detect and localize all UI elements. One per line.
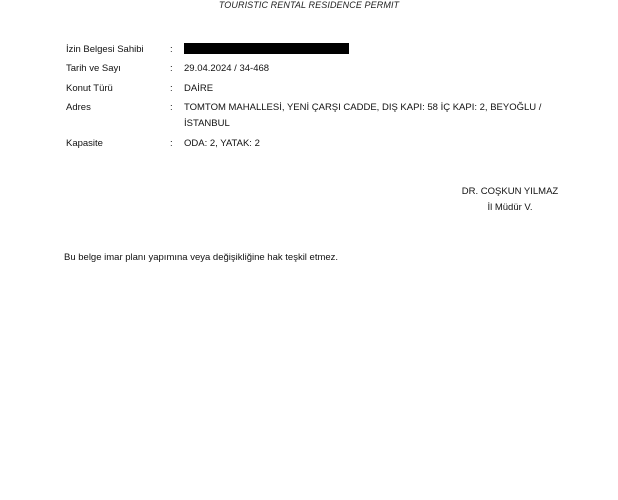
- document-title: TOURISTIC RENTAL RESIDENCE PERMIT: [218, 0, 400, 10]
- field-label-capacity: Kapasite: [66, 138, 103, 149]
- field-colon: :: [170, 138, 173, 149]
- field-row-address: [66, 100, 586, 132]
- field-value-housing-type: DAİRE: [184, 83, 214, 94]
- field-label-housing-type: Konut Türü: [66, 83, 113, 94]
- field-value-permit-holder: [184, 42, 586, 58]
- field-label-address: Adres: [66, 102, 91, 113]
- field-row-date-number: [66, 61, 586, 77]
- field-value-capacity: ODA: 2, YATAK: 2: [184, 138, 260, 149]
- redaction-bar: [184, 43, 349, 54]
- signatory-name: DR. COŞKUN YILMAZ: [461, 186, 559, 197]
- field-value-date-number: 29.04.2024 / 34-468: [184, 63, 270, 74]
- field-value-address: TOMTOM MAHALLESİ, YENİ ÇARŞI CADDE, DIŞ KAPI: 58 İÇ KAPI: 2, BEYOĞLU / İSTANBUL: [184, 102, 542, 129]
- field-colon: :: [170, 102, 173, 113]
- field-colon: :: [170, 44, 173, 55]
- field-label-date-number: Tarih ve Sayı: [66, 63, 121, 74]
- signatory-title: İl Müdür V.: [487, 202, 533, 213]
- field-colon: :: [170, 83, 173, 94]
- signature-block: [430, 184, 590, 216]
- field-row-permit-holder: [66, 42, 586, 58]
- field-row-housing-type: [66, 81, 586, 97]
- legal-footnote: Bu belge imar planı yapımına veya değişikliğine hak teşkil etmez.: [64, 252, 339, 263]
- field-row-capacity: [66, 136, 586, 152]
- field-label-permit-holder: İzin Belgesi Sahibi: [66, 44, 144, 55]
- permit-fields: [66, 42, 586, 152]
- field-colon: :: [170, 63, 173, 74]
